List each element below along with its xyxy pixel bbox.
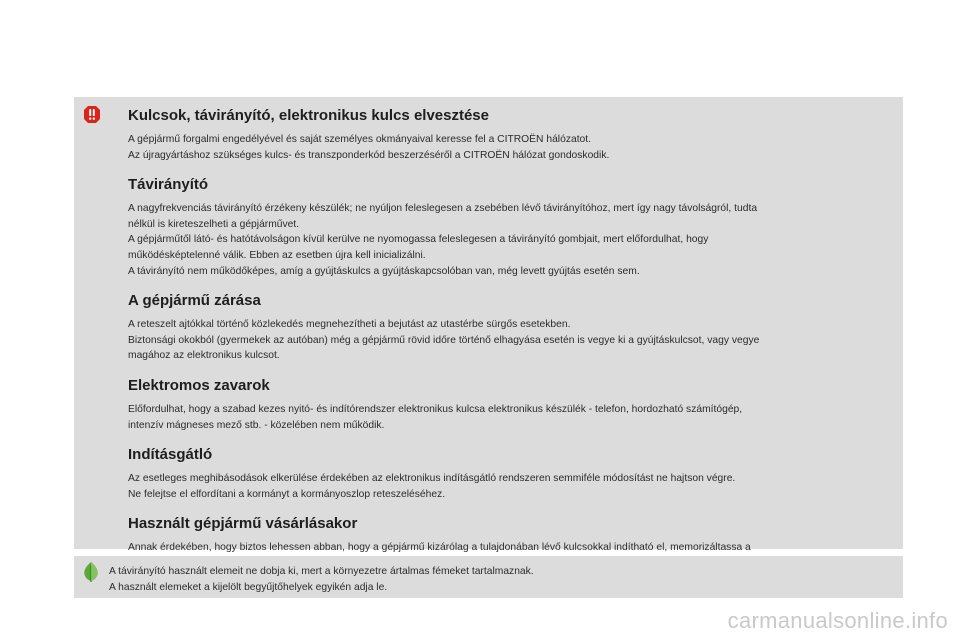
text-line: A távirányító nem működőképes, amíg a gyújtáskulcs a gyújtáskapcsolóban van, még levett gyújtás esetén sem.	[128, 265, 640, 277]
section-text-electrical	[128, 402, 888, 433]
text-line: Előfordulhat, hogy a szabad kezes nyitó- és indítórendszer elektronikus kulcsa elektronikus készülék - telefon, hordozható számítógép,	[128, 403, 743, 415]
section-title-immobiliser: Indításgátló	[128, 446, 213, 464]
content	[128, 106, 888, 572]
section-text-remote	[128, 201, 888, 279]
section-text-locking	[128, 317, 888, 364]
section-title-remote: Távirányító	[128, 176, 209, 194]
text-line: nélkül is kireteszelheti a gépjárművet.	[128, 218, 300, 230]
text-line: A gépjármű forgalmi engedélyével és saját személyes okmányaival keresse fel a CITROËN hálózatot.	[128, 134, 592, 145]
leaf-icon	[82, 561, 100, 583]
text-line: intenzív mágneses mező stb. - közelében nem működik.	[128, 419, 385, 431]
text-line: A távirányító használt elemeit ne dobja ki, mert a környezetre ártalmas fémeket tartalmaznak.	[109, 566, 534, 577]
warning-icon	[83, 105, 101, 124]
section-text-lost-keys	[128, 132, 888, 163]
text-line: A használt elemeket a kijelölt begyűjtőhelyek egyikén adja le.	[109, 581, 388, 593]
section-title-electrical: Elektromos zavarok	[128, 376, 270, 394]
text-line: működésképtelenné válik. Ebben az esetben újra kell inicializálni.	[128, 249, 426, 261]
section-title-lost-keys: Kulcsok, távirányító, elektronikus kulcs elvesztése	[128, 107, 489, 124]
text-line: Az esetleges meghibásodások elkerülése érdekében az elektronikus indításgátló rendszeren semmiféle módosítást ne hajtson végre.	[128, 473, 736, 485]
text-line: Az újragyártáshoz szükséges kulcs- és transzponderkód beszerzéséről a CITROËN hálózat gondoskodik.	[128, 149, 610, 161]
text-line: Ne felejtse el elfordítani a kormányt a kormányoszlop reteszeléséhez.	[128, 488, 446, 500]
text-line: A reteszelt ajtókkal történő közlekedés megnehezítheti a bejutást az utastérbe sürgős esetekben.	[128, 319, 571, 331]
text-line: A nagyfrekvenciás távirányító érzékeny készülék; ne nyúljon feleslegesen a zsebében lévő távirányítóhoz, mert így nagy távolságról, tudta	[128, 203, 758, 215]
section-title-used-car: Használt gépjármű vásárlásakor	[128, 515, 358, 533]
text-line: magához az elektronikus kulcsot.	[128, 350, 280, 362]
section-text-immobiliser	[128, 471, 888, 502]
text-line: Annak érdekében, hogy biztos lehessen abban, hogy a gépjármű kizárólag a tulajdonában lévő kulcsokkal indítható el, memorizáltassa a	[128, 542, 751, 554]
text-line: Biztonsági okokból (gyermekek az autóban) még a gépjármű rövid időre történő elhagyása esetén is vegye ki a gyújtáskulcsot, vagy vegye	[128, 334, 760, 346]
text-line: A gépjárműtől látó- és hatótávolságon kívül kerülve ne nyomogassa feleslegesen a távirányító gombjait, mert előfordulhat, hogy	[128, 234, 709, 246]
section-title-locking: A gépjármű zárása	[128, 292, 261, 310]
watermark: carmanualsonline.info	[727, 608, 948, 633]
eco-text	[109, 564, 534, 595]
